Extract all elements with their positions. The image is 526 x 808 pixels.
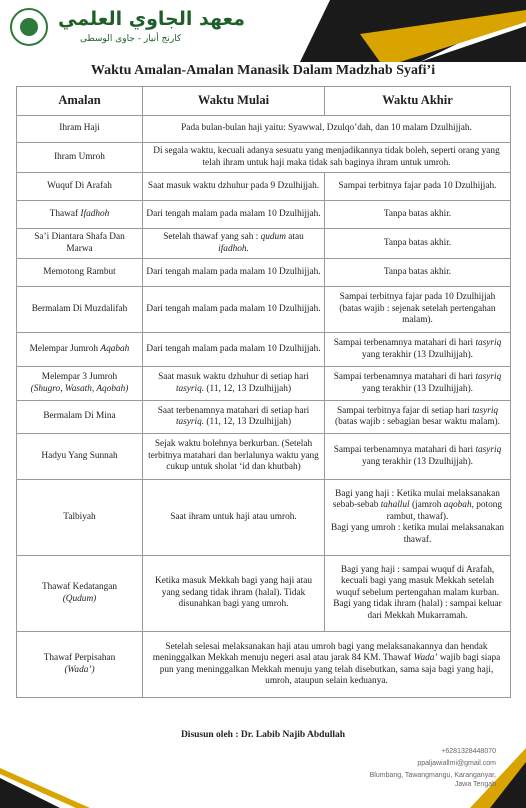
amalan-cell: Melempar Jumroh Aqabah bbox=[17, 333, 143, 367]
waktu-akhir-cell: Sampai terbitnya fajar pada 10 Dzulhijjah (batas wajib : sejenak setelah pertengahan malam). bbox=[325, 287, 511, 333]
table-row bbox=[17, 143, 511, 173]
waktu-mulai-cell: Saat masuk waktu dzhuhur pada 9 Dzulhijjah. bbox=[143, 173, 325, 201]
amalan-cell: Bermalam Di Mina bbox=[17, 401, 143, 434]
column-header-amalan: Amalan bbox=[17, 87, 143, 116]
amalan-cell: Thawaf Perpisahan (Wada’) bbox=[17, 632, 143, 698]
table-row bbox=[17, 201, 511, 229]
waktu-mulai-cell: Dari tengah malam pada malam 10 Dzulhijjah. bbox=[143, 333, 325, 367]
waktu-mulai-cell: Dari tengah malam pada malam 10 Dzulhijjah. bbox=[143, 259, 325, 287]
table-row bbox=[17, 259, 511, 287]
author-signature: Disusun oleh : Dr. Labib Najib Abdullah bbox=[180, 730, 346, 740]
column-header-waktu-akhir: Waktu Akhir bbox=[325, 87, 511, 116]
table-header-row bbox=[17, 87, 511, 116]
table-row bbox=[17, 287, 511, 333]
table-row bbox=[17, 116, 511, 143]
waktu-akhir-cell: Tanpa batas akhir. bbox=[325, 259, 511, 287]
table-row bbox=[17, 333, 511, 367]
waktu-akhir-cell: Tanpa batas akhir. bbox=[325, 229, 511, 259]
amalan-cell: Melempar 3 Jumroh (Shugro, Wasath, Aqobah) bbox=[17, 367, 143, 401]
table-row bbox=[17, 434, 511, 480]
amalan-cell: Ihram Haji bbox=[17, 116, 143, 143]
amalan-cell: Bermalam Di Muzdalifah bbox=[17, 287, 143, 333]
waktu-cell: Pada bulan-bulan haji yaitu: Syawwal, Dzulqo’dah, dan 10 malam Dzulhijjah. bbox=[143, 116, 511, 143]
contact-email: ppaljawiallmi@gmail.com bbox=[417, 760, 496, 767]
waktu-akhir-cell: Sampai terbenamnya matahari di hari tasyriq yang terakhir (13 Dzulhijjah). bbox=[325, 434, 511, 480]
table-row bbox=[17, 367, 511, 401]
manasik-table bbox=[16, 86, 511, 698]
waktu-mulai-cell: Sejak waktu bolehnya berkurban. (Setelah terbitnya matahari dan berlalunya waktu yang cukup untuk sholat ‘id dan khutbah) bbox=[143, 434, 325, 480]
table-row bbox=[17, 632, 511, 698]
institution-name-arabic: معهد الجاوي العلمي bbox=[58, 8, 246, 30]
amalan-cell: Thawaf Ifadhoh bbox=[17, 201, 143, 229]
page-title: Waktu Amalan-Amalan Manasik Dalam Madzhab Syafi’i bbox=[90, 63, 436, 78]
waktu-mulai-cell: Saat terbenamnya matahari di setiap hari tasyriq. (11, 12, 13 Dzulhijjah) bbox=[143, 401, 325, 434]
amalan-cell: Thawaf Kedatangan (Qudum) bbox=[17, 556, 143, 632]
contact-address-line-2: Jawa Tengah bbox=[454, 781, 496, 788]
table-row bbox=[17, 556, 511, 632]
amalan-cell: Talbiyah bbox=[17, 480, 143, 556]
amalan-cell: Memotong Rambut bbox=[17, 259, 143, 287]
contact-address-line-1: Blumbang, Tawangmangu, Karanganyar, bbox=[369, 772, 496, 779]
amalan-cell: Ihram Umroh bbox=[17, 143, 143, 173]
waktu-akhir-cell: Bagi yang haji : Ketika mulai melaksanakan sebab-sebab tahallul (jamroh aqobah, potong rambut, thawaf). Bagi yang umroh : ketika mulai melaksanakan thawaf. bbox=[325, 480, 511, 556]
waktu-akhir-cell: Bagi yang haji : sampai wuquf di Arafah, kecuali bagi yang masuk Mekkah setelah wuquf sebelum pertengahan malam kurban. Bagi yang tidak ihram (halal) : sampai keluar dari Mekkah Mukarramah. bbox=[325, 556, 511, 632]
table-row bbox=[17, 173, 511, 201]
amalan-cell: Wuquf Di Arafah bbox=[17, 173, 143, 201]
waktu-mulai-cell: Saat masuk waktu dzhuhur di setiap hari tasyriq. (11, 12, 13 Dzulhijjah) bbox=[143, 367, 325, 401]
waktu-cell: Setelah selesai melaksanakan haji atau umroh bagi yang melaksanakannya dan hendak meninggalkan Mekkah menuju negeri asal atau jarak 84 KM. Thawaf Wada’ wajib bagi siapa pun yang meninggalkan Mekkah menuju yang telah disebutkan, sama saja bagi yang haji, umroh, ataupun selain keduanya. bbox=[143, 632, 511, 698]
footer-decoration bbox=[0, 728, 526, 808]
institution-logo bbox=[10, 8, 48, 46]
waktu-mulai-cell: Setelah thawaf yang sah : qudum atau ifadhoh. bbox=[143, 229, 325, 259]
table-row bbox=[17, 229, 511, 259]
amalan-cell: Sa’i Diantara Shafa Dan Marwa bbox=[17, 229, 143, 259]
waktu-akhir-cell: Tanpa batas akhir. bbox=[325, 201, 511, 229]
waktu-mulai-cell: Ketika masuk Mekkah bagi yang haji atau yang sedang tidak ihram (halal). Tidak disunahkan bagi yang umroh. bbox=[143, 556, 325, 632]
waktu-mulai-cell: Dari tengah malam pada malam 10 Dzulhijjah. bbox=[143, 287, 325, 333]
waktu-akhir-cell: Sampai terbenamnya matahari di hari tasyriq yang terakhir (13 Dzulhijjah). bbox=[325, 333, 511, 367]
table-row bbox=[17, 401, 511, 434]
waktu-mulai-cell: Saat ihram untuk haji atau umroh. bbox=[143, 480, 325, 556]
waktu-akhir-cell: Sampai terbitnya fajar pada 10 Dzulhijjah. bbox=[325, 173, 511, 201]
institution-subtitle-arabic: كارنج أنيار - جاوى الوسطى bbox=[80, 34, 182, 44]
table-row bbox=[17, 480, 511, 556]
page-header bbox=[0, 0, 526, 62]
waktu-akhir-cell: Sampai terbenamnya matahari di hari tasyriq yang terakhir (13 Dzulhijjah). bbox=[325, 367, 511, 401]
waktu-akhir-cell: Sampai terbitnya fajar di setiap hari tasyriq (batas wajib : sebagian besar waktu malam). bbox=[325, 401, 511, 434]
waktu-cell: Di segala waktu, kecuali adanya sesuatu yang menjadikannya tidak boleh, seperti orang yang telah ihram untuk haji maka tidak sah baginya ihram untuk umroh. bbox=[143, 143, 511, 173]
column-header-waktu-mulai: Waktu Mulai bbox=[143, 87, 325, 116]
contact-phone: +6281328448070 bbox=[441, 748, 496, 755]
amalan-cell: Hadyu Yang Sunnah bbox=[17, 434, 143, 480]
waktu-mulai-cell: Dari tengah malam pada malam 10 Dzulhijjah. bbox=[143, 201, 325, 229]
